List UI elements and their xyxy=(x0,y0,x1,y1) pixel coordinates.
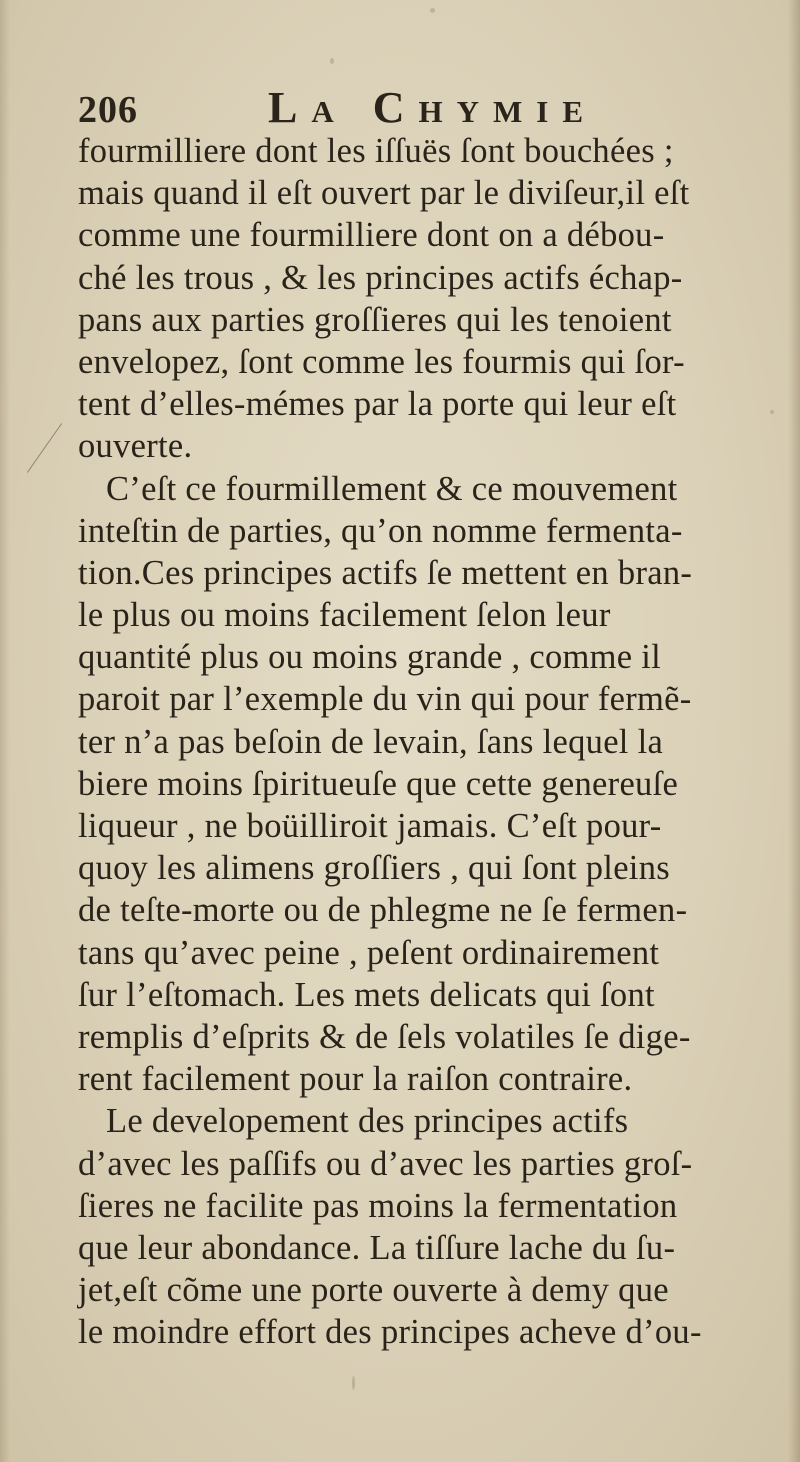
text-line: jet,eſt cõme une porte ouverte à demy que xyxy=(78,1271,669,1310)
text-line: pans aux parties groſſieres qui les tenoient xyxy=(78,300,672,339)
text-line: paroit par l’exemple du vin qui pour fermẽ- xyxy=(78,680,692,719)
text-line: rent facilement pour la raiſon contraire. xyxy=(78,1060,633,1099)
page-number: 206 xyxy=(78,89,138,131)
paper-spot xyxy=(352,1376,355,1390)
text-line: ouverte. xyxy=(78,427,193,466)
text-line: le plus ou moins facilement ſelon leur xyxy=(78,596,611,635)
text-line: envelopez, ſont comme les fourmis qui ſor- xyxy=(78,342,685,381)
paper-spot xyxy=(330,58,334,64)
paper-spot xyxy=(770,410,774,414)
text-line: C’eſt ce fourmillement & ce mouvement xyxy=(106,469,678,508)
page-shadow-left xyxy=(0,0,10,1462)
text-line: mais quand il eſt ouvert par le diviſeur,il eſt xyxy=(78,174,690,213)
text-line: fourmilliere dont les iſſuës ſont bouchées ; xyxy=(78,132,674,170)
text-line: d’avec les paſſifs ou d’avec les parties groſ- xyxy=(78,1144,693,1183)
text-line: tent d’elles-mémes par la porte qui leur eſt xyxy=(78,385,677,424)
page-header xyxy=(78,82,698,132)
text-line: comme une fourmilliere dont on a débou- xyxy=(78,216,665,255)
text-line: ſur l’eſtomach. Les mets delicats qui ſont xyxy=(78,975,655,1014)
text-line: quoy les alimens groſſiers , qui ſont pleins xyxy=(78,849,670,888)
text-line: tion.Ces principes actifs ſe mettent en bran- xyxy=(78,553,693,592)
page-shadow-right xyxy=(788,0,800,1462)
text-line: que leur abondance. La tiſſure lache du ſu- xyxy=(78,1228,676,1267)
text-line: biere moins ſpiritueuſe que cette genereuſe xyxy=(78,764,679,803)
text-line: ſieres ne facilite pas moins la fermentation xyxy=(78,1186,678,1225)
text-line: ché les trous , & les principes actifs échap- xyxy=(78,258,683,297)
text-line: Le developement des principes actifs xyxy=(106,1102,629,1141)
text-line: remplis d’eſprits & de ſels volatiles ſe dige- xyxy=(78,1017,691,1056)
running-head: La Chymie xyxy=(268,83,598,132)
text-line: liqueur , ne boüilliroit jamais. C’eſt pour- xyxy=(78,807,662,845)
body-text xyxy=(78,130,718,1353)
text-line: ter n’a pas beſoin de levain, ſans lequel la xyxy=(78,722,664,761)
text-line: quantité plus ou moins grande , comme il xyxy=(78,638,662,677)
text-line: tans qu’avec peine , peſent ordinairement xyxy=(78,933,660,972)
paper-spot xyxy=(430,8,435,13)
text-line: de teſte-morte ou de phlegme ne ſe fermen- xyxy=(78,891,688,930)
paper-hair-mark xyxy=(27,423,62,473)
text-line: inteſtin de parties, qu’on nomme fermenta- xyxy=(78,511,683,550)
text-line: le moindre effort des principes acheve d’ou- xyxy=(78,1313,702,1352)
